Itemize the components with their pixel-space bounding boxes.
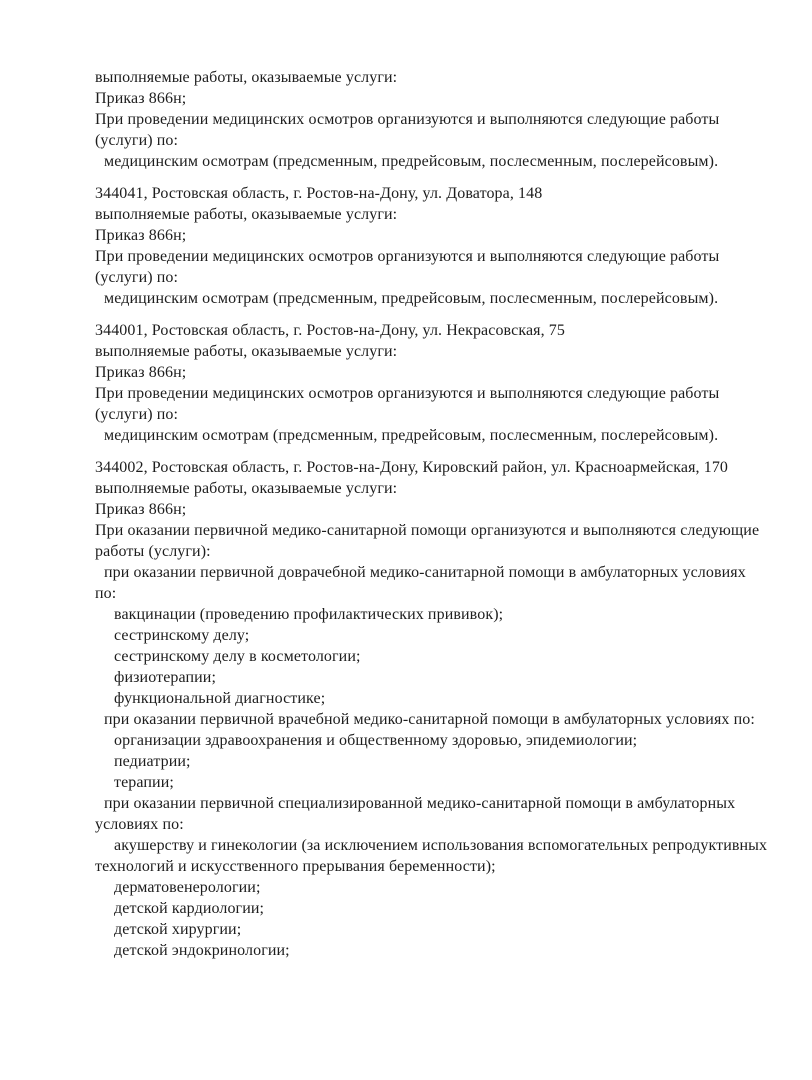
text-line: по: bbox=[95, 585, 117, 602]
text-line: медицинским осмотрам (предсменным, предрейсовым, послесменным, послерейсовым). bbox=[104, 427, 719, 444]
text-line: детской эндокринологии; bbox=[114, 942, 290, 959]
text-line: выполняемые работы, оказываемые услуги: bbox=[95, 480, 398, 497]
text-line: при оказании первичной врачебной медико-санитарной помощи в амбулаторных условиях по: bbox=[104, 711, 755, 728]
text-line: педиатрии; bbox=[114, 753, 191, 770]
text-line: медицинским осмотрам (предсменным, предрейсовым, послесменным, послерейсовым). bbox=[104, 153, 719, 170]
text-line: Приказ 866н; bbox=[95, 364, 187, 381]
text-line: дерматовенерологии; bbox=[114, 879, 261, 896]
text-line: детской кардиологии; bbox=[114, 900, 265, 917]
text-line: При проведении медицинских осмотров организуются и выполняются следующие работы bbox=[95, 111, 720, 128]
text-line: выполняемые работы, оказываемые услуги: bbox=[95, 343, 398, 360]
text-line: акушерству и гинекологии (за исключением использования вспомогательных репродуктивных bbox=[114, 837, 768, 854]
text-line: функциональной диагностике; bbox=[114, 690, 326, 707]
text-line: организации здравоохранения и общественному здоровью, эпидемиологии; bbox=[114, 732, 638, 749]
text-line: Приказ 866н; bbox=[95, 90, 187, 107]
text-line: вакцинации (проведению профилактических прививок); bbox=[114, 606, 504, 623]
address-344001-block bbox=[95, 320, 807, 446]
text-line: При проведении медицинских осмотров организуются и выполняются следующие работы bbox=[95, 248, 720, 265]
text-line: при оказании первичной специализированной медико-санитарной помощи в амбулаторных bbox=[104, 795, 736, 812]
text-line: работы (услуги): bbox=[95, 543, 211, 560]
text-line: Приказ 866н; bbox=[95, 501, 187, 518]
text-line: сестринскому делу в косметологии; bbox=[114, 648, 361, 665]
works-block-continuation bbox=[95, 67, 807, 172]
address-344041-block bbox=[95, 183, 807, 309]
text-line: (услуги) по: bbox=[95, 406, 179, 423]
document-content bbox=[95, 67, 807, 961]
text-line: физиотерапии; bbox=[114, 669, 217, 686]
text-line: Приказ 866н; bbox=[95, 227, 187, 244]
address-344002-block bbox=[95, 457, 807, 961]
address-line: 344002, Ростовская область, г. Ростов-на-Дону, Кировский район, ул. Красноармейская, 170 bbox=[95, 459, 729, 476]
text-line: (услуги) по: bbox=[95, 132, 179, 149]
text-line: При проведении медицинских осмотров организуются и выполняются следующие работы bbox=[95, 385, 720, 402]
text-line: выполняемые работы, оказываемые услуги: bbox=[95, 206, 398, 223]
address-line: 344041, Ростовская область, г. Ростов-на-Дону, ул. Доватора, 148 bbox=[95, 185, 543, 202]
text-line: при оказании первичной доврачебной медико-санитарной помощи в амбулаторных условиях bbox=[104, 564, 746, 581]
text-line: сестринскому делу; bbox=[114, 627, 250, 644]
text-line: выполняемые работы, оказываемые услуги: bbox=[95, 69, 398, 86]
text-line: медицинским осмотрам (предсменным, предрейсовым, послесменным, послерейсовым). bbox=[104, 290, 719, 307]
text-line: условиях по: bbox=[95, 816, 184, 833]
address-line: 344001, Ростовская область, г. Ростов-на-Дону, ул. Некрасовская, 75 bbox=[95, 322, 566, 339]
text-line: терапии; bbox=[114, 774, 174, 791]
text-line: (услуги) по: bbox=[95, 269, 179, 286]
text-line: При оказании первичной медико-санитарной помощи организуются и выполняются следующие bbox=[95, 522, 760, 539]
text-line: детской хирургии; bbox=[114, 921, 242, 938]
text-line: технологий и искусственного прерывания беременности); bbox=[95, 858, 496, 875]
